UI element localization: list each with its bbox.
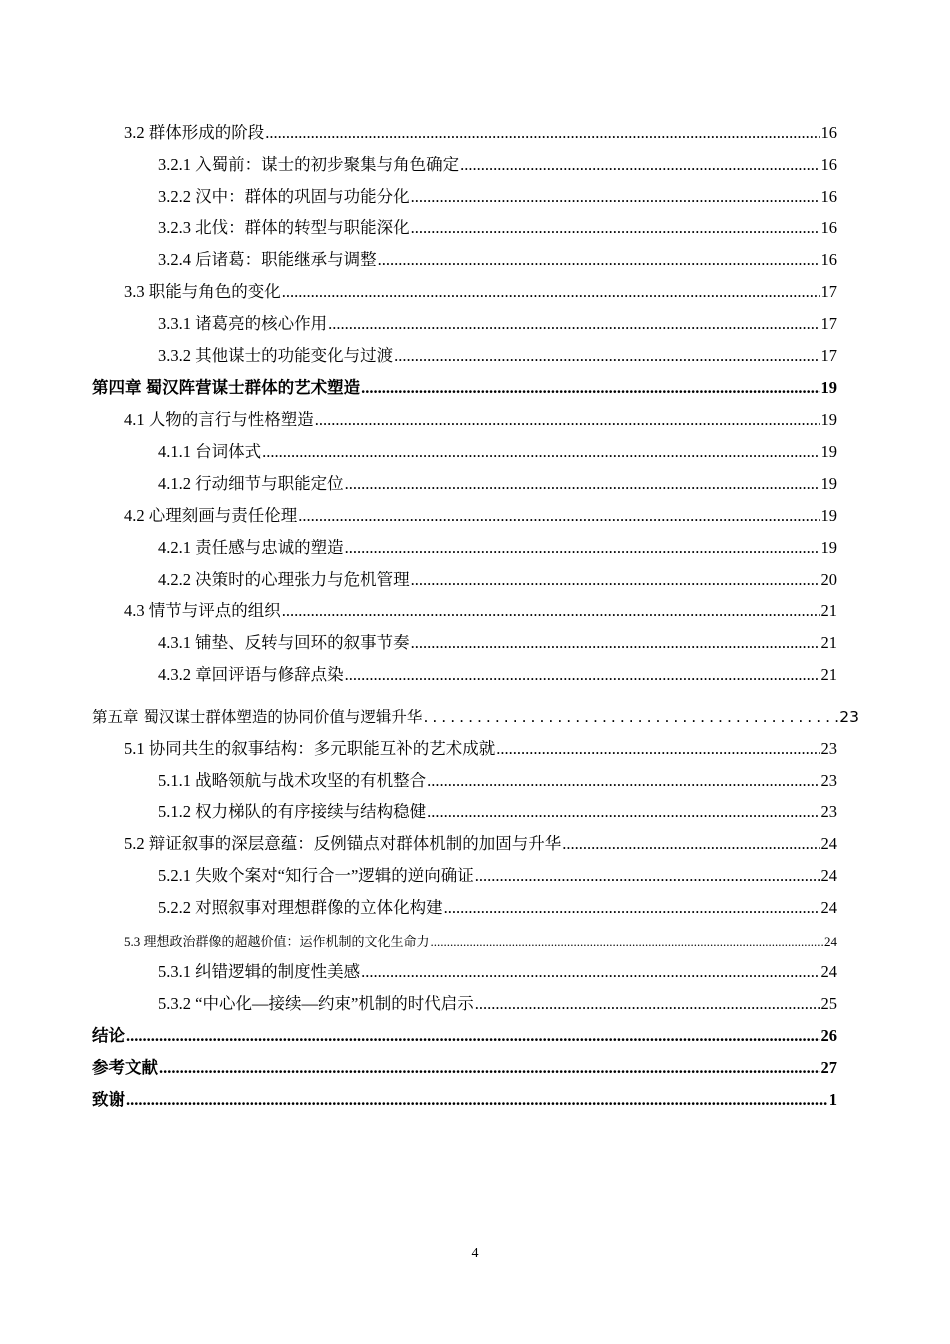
toc-entry[interactable] [124,833,837,855]
dot-leader [282,600,820,622]
toc-entry-page: 25 [820,994,837,1013]
dot-leader [427,770,819,792]
toc-entry-page: 17 [820,314,837,333]
dot-leader [282,281,820,303]
dot-leader [411,569,820,591]
dot-leader [328,313,819,335]
dot-leader [411,632,820,654]
toc-chapter[interactable] [92,377,837,399]
toc-entry-title: 5.2.1 失败个案对“知行合一”逻辑的逆向确证 [158,866,474,885]
toc-chapter-title: 致谢 [92,1090,125,1109]
toc-entry[interactable] [158,313,837,335]
toc-entry-page: 19 [820,506,837,525]
toc-chapter-title: 第四章 蜀汉阵营谋士群体的艺术塑造 [92,378,361,397]
toc-entry-page: 21 [820,633,837,652]
toc-chapter-title: 结论 [92,1026,125,1045]
toc-entry-page: 21 [820,665,837,684]
toc-entry[interactable] [124,738,837,760]
toc-entry-page: 19 [820,378,837,397]
toc-entry-page: 24 [824,934,837,949]
dot-leader [475,865,820,887]
toc-entry-title: 3.3.1 诸葛亮的核心作用 [158,314,328,333]
toc-entry[interactable] [158,249,837,271]
toc-entry[interactable] [124,409,837,431]
toc-chapter[interactable] [92,1025,837,1047]
toc-entry-page: 24 [820,962,837,981]
toc-entry[interactable] [158,961,837,983]
dot-leader [315,409,820,431]
toc-entry-page: 1 [828,1090,837,1109]
toc-entry-title: 3.2.4 后诸葛：职能继承与调整 [158,250,377,269]
dot-leader [411,186,820,208]
toc-entry-title: 5.2.2 对照叙事对理想群像的立体化构建 [158,898,443,917]
toc-entry-title: 5.3 理想政治群像的超越价值：运作机制的文化生命力 [124,934,430,949]
toc-entry-title: 3.2.3 北伐：群体的转型与职能深化 [158,218,410,237]
toc-entry[interactable] [158,801,837,823]
dot-leader [361,377,819,399]
toc-entry-title: 3.3 职能与角色的变化 [124,282,281,301]
toc-entry[interactable] [158,345,837,367]
toc-entry[interactable] [158,473,837,495]
toc-entry[interactable] [124,931,837,953]
toc-entry-page: 16 [820,155,837,174]
dot-leader [345,473,820,495]
toc-chapter-title: 参考文献 [92,1058,158,1077]
toc-entry-title: 5.1 协同共生的叙事结构：多元职能互补的艺术成就 [124,739,496,758]
toc-entry-page: 17 [820,282,837,301]
dot-leader [126,1025,820,1047]
toc-entry[interactable] [124,281,837,303]
toc-entry-title: 4.1 人物的言行与性格塑造 [124,410,314,429]
toc-entry-title: 4.3.2 章回评语与修辞点染 [158,665,344,684]
dot-leader [562,833,819,855]
dot-leader [496,738,819,760]
toc-entry-page: 20 [820,570,837,589]
toc-entry[interactable] [158,993,837,1015]
dot-leader [298,505,819,527]
toc-entry-page: 16 [820,250,837,269]
toc-entry-title: 5.1.2 权力梯队的有序接续与结构稳健 [158,802,427,821]
dot-leader [444,897,820,919]
toc-chapter-title: 第五章 蜀汉谋士群体塑造的协同价值与逻辑升华 [92,708,423,726]
toc-entry[interactable] [158,441,837,463]
toc-entry-page: 19 [820,538,837,557]
dot-leader [460,154,819,176]
toc-chapter[interactable] [92,706,859,728]
dot-leader [361,961,819,983]
dot-leader [431,931,823,953]
dot-leader [262,441,819,463]
toc-entry-page: 16 [820,187,837,206]
dot-leader [126,1089,828,1111]
dot-leader [475,993,820,1015]
toc-entry-page: 24 [820,834,837,853]
toc-entry-page: 19 [820,410,837,429]
toc-chapter[interactable] [92,1057,837,1079]
dot-leader [394,345,819,367]
dot-leader [423,706,838,728]
toc-entry[interactable] [124,600,837,622]
page-number: 4 [471,1246,479,1261]
dot-leader [427,801,819,823]
toc-entry-title: 4.2 心理刻画与责任伦理 [124,506,298,525]
toc-entry-page: 26 [820,1026,837,1045]
toc-entry-page: 23 [839,708,859,726]
toc-chapter[interactable] [92,1089,837,1111]
toc-entry-page: 23 [820,739,837,758]
toc-entry-page: 16 [820,123,837,142]
toc-entry-title: 5.3.1 纠错逻辑的制度性美感 [158,962,361,981]
toc-entry-page: 24 [820,898,837,917]
toc-entry-page: 17 [820,346,837,365]
toc-entry[interactable] [158,186,837,208]
toc-entry[interactable] [158,569,837,591]
toc-entry-page: 16 [820,218,837,237]
toc-entry[interactable] [158,632,837,654]
toc-entry[interactable] [158,664,837,686]
toc-entry[interactable] [124,122,837,144]
toc-entry[interactable] [124,505,837,527]
toc-entry-page: 23 [820,802,837,821]
dot-leader [411,217,820,239]
toc-entry-title: 4.1.2 行动细节与职能定位 [158,474,344,493]
toc-entry-page: 19 [820,442,837,461]
dot-leader [378,249,820,271]
toc-entry-title: 4.2.1 责任感与忠诚的塑造 [158,538,344,557]
dot-leader [159,1057,820,1079]
toc-entry-title: 4.1.1 台词体式 [158,442,262,461]
toc-entry-title: 5.1.1 战略领航与战术攻坚的有机整合 [158,771,427,790]
toc-entry-title: 5.2 辩证叙事的深层意蕴：反例锚点对群体机制的加固与升华 [124,834,562,853]
dot-leader [265,122,819,144]
toc-entry-title: 5.3.2 “中心化—接续—约束”机制的时代启示 [158,994,474,1013]
toc-entry-title: 3.2.1 入蜀前：谋士的初步聚集与角色确定 [158,155,460,174]
toc-entry-page: 19 [820,474,837,493]
toc-entry-title: 3.2.2 汉中：群体的巩固与功能分化 [158,187,410,206]
toc-entry-title: 4.3.1 铺垫、反转与回环的叙事节奏 [158,633,410,652]
dot-leader [345,664,820,686]
toc-entry[interactable] [158,865,837,887]
toc-entry[interactable] [158,897,837,919]
toc-entry-page: 21 [820,601,837,620]
toc-entry-title: 4.3 情节与评点的组织 [124,601,281,620]
toc-entry-title: 3.3.2 其他谋士的功能变化与过渡 [158,346,394,365]
toc-entry-page: 27 [820,1058,837,1077]
toc-entry-page: 24 [820,866,837,885]
toc-entry[interactable] [158,217,837,239]
toc-entry-page: 23 [820,771,837,790]
dot-leader [345,537,820,559]
toc-entry-title: 3.2 群体形成的阶段 [124,123,265,142]
toc-entry-title: 4.2.2 决策时的心理张力与危机管理 [158,570,410,589]
toc-entry[interactable] [158,154,837,176]
toc-entry[interactable] [158,537,837,559]
toc-entry[interactable] [158,770,837,792]
